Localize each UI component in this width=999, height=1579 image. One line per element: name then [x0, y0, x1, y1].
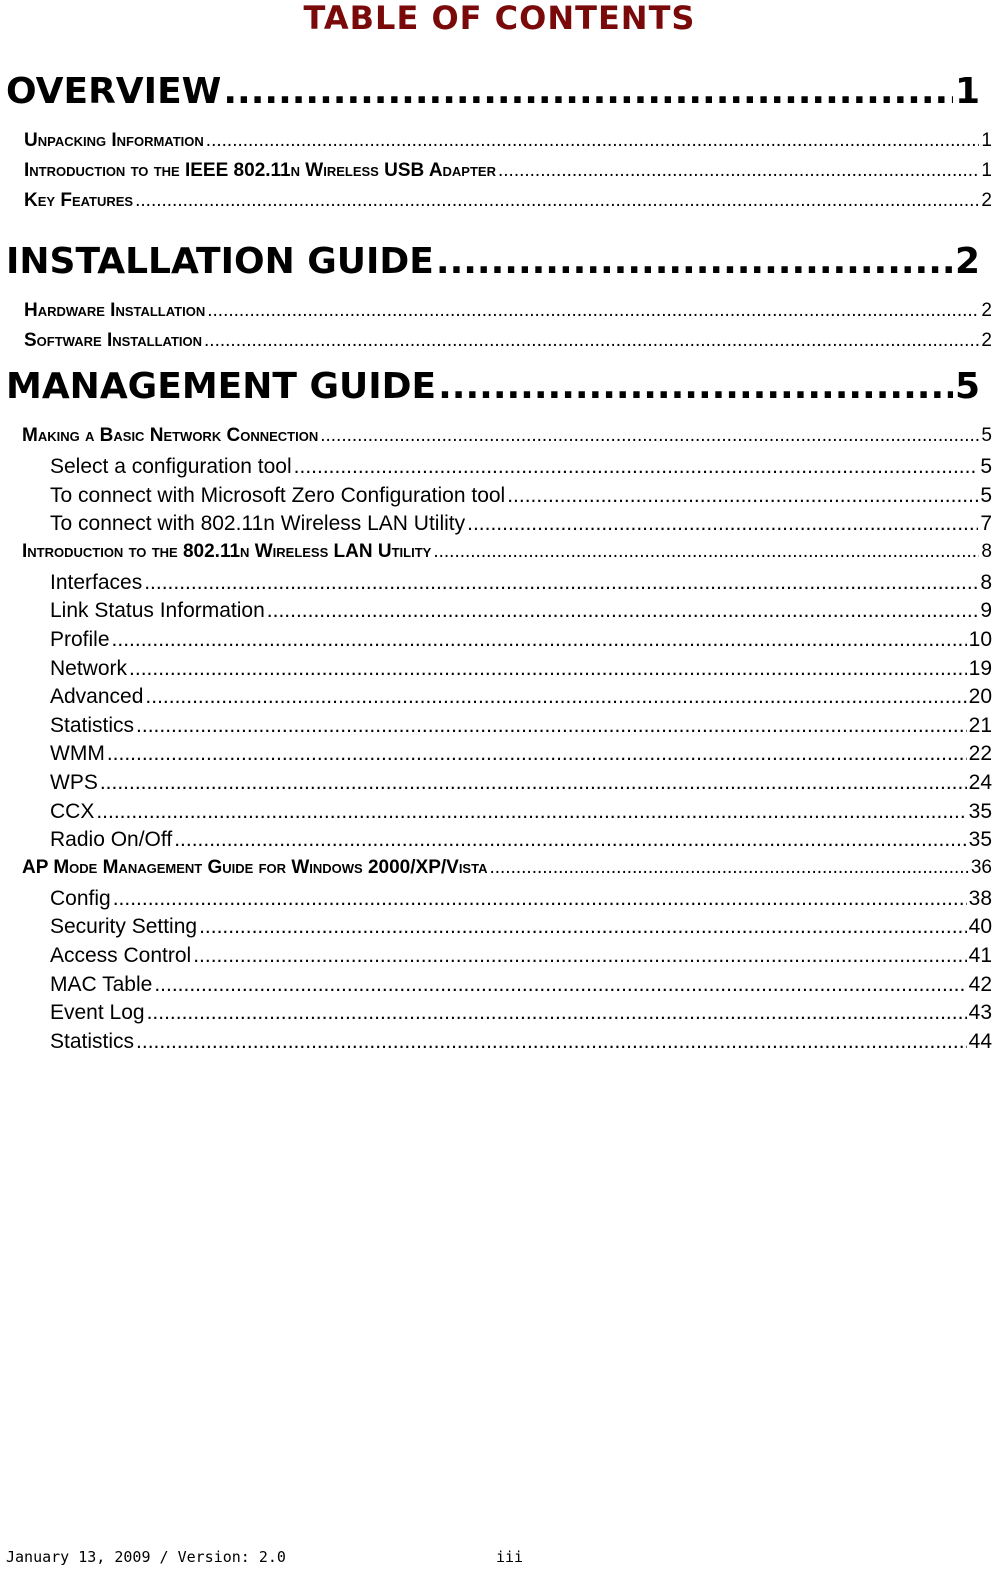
dot-leader [96, 798, 966, 826]
toc-page-number: 36 [970, 856, 992, 878]
toc-page-number: 42 [968, 972, 992, 996]
toc-subentry[interactable] [50, 826, 992, 854]
toc-page-number: 41 [968, 944, 992, 967]
toc-entry-label: Software Installation [24, 330, 203, 351]
toc-page-number: 43 [968, 1001, 992, 1025]
toc-entry[interactable] [24, 328, 992, 354]
toc-page-number: 5 [981, 425, 992, 446]
toc-entry-label: Interfaces [50, 570, 143, 594]
toc-page-number: 5 [980, 483, 992, 507]
toc-entry[interactable] [22, 855, 992, 881]
toc-entry-label: Security Setting [50, 915, 198, 939]
toc-entry-label: To connect with Microsoft Zero Configuration tool [50, 483, 506, 507]
toc-page-number: 1 [981, 160, 992, 181]
footer-date-version: January 13, 2009 / Version: 2.0 [6, 1548, 286, 1566]
toc-subentry[interactable] [50, 510, 992, 538]
dot-leader [204, 328, 979, 354]
toc-entry-label: Select a configuration tool [50, 455, 292, 478]
toc-page-number: 10 [968, 628, 992, 651]
toc-entry[interactable] [24, 188, 992, 214]
toc-subentry[interactable] [50, 1028, 992, 1056]
toc-entry-label: Advanced [50, 685, 144, 709]
toc-subentry[interactable] [50, 769, 992, 797]
dot-leader [467, 510, 978, 538]
toc-entry-label: Link Status Information [50, 599, 265, 623]
dot-leader [223, 70, 953, 114]
page-title: TABLE OF CONTENTS [303, 0, 696, 37]
toc-entry-label: Unpacking Information [24, 130, 204, 151]
dot-leader [112, 626, 967, 654]
toc-entry-label: Statistics [50, 1029, 135, 1053]
toc-entry[interactable] [22, 423, 992, 449]
toc-entry[interactable] [22, 539, 992, 565]
toc-page-number: 2 [981, 330, 992, 351]
dot-leader [135, 188, 979, 214]
dot-leader [100, 769, 967, 797]
toc-page-number: 44 [968, 1029, 992, 1053]
toc-subentry[interactable] [50, 655, 992, 683]
toc-subentry[interactable] [50, 885, 992, 913]
toc-subentry[interactable] [50, 453, 992, 481]
toc-entry-label: MANAGEMENT GUIDE [6, 366, 437, 407]
dot-leader [489, 855, 968, 881]
toc-page-number: 22 [968, 742, 992, 766]
dot-leader [107, 740, 967, 768]
toc-page-number: 35 [968, 828, 992, 852]
toc-page-number: 9 [980, 599, 992, 623]
toc-entry-label: WMM [50, 742, 105, 766]
dot-leader [145, 683, 966, 711]
toc-subentry[interactable] [50, 597, 992, 625]
toc-entry-label: OVERVIEW [6, 71, 222, 112]
toc-page-number: 1 [981, 130, 992, 151]
toc-page-number: 2 [981, 190, 992, 211]
toc-page-number: 24 [968, 771, 992, 794]
dot-leader [144, 569, 978, 597]
toc-page-number: 5 [954, 366, 980, 407]
toc-entry-label: Access Control [50, 944, 192, 967]
toc-entry[interactable] [24, 298, 992, 324]
toc-entry-label: Introduction to the IEEE 802.11n Wireless USB Adapter [24, 160, 496, 181]
toc-subentry[interactable] [50, 712, 992, 740]
dot-leader [294, 453, 979, 481]
dot-leader [154, 971, 966, 999]
toc-subentry[interactable] [50, 482, 992, 510]
dot-leader [267, 597, 979, 625]
toc-page-number: 8 [980, 570, 992, 594]
dot-leader [199, 913, 967, 941]
toc-entry-label: Statistics [50, 713, 135, 737]
toc-entry-label: INSTALLATION GUIDE [6, 241, 434, 282]
toc-subentry[interactable] [50, 942, 992, 970]
toc-page-number: 20 [968, 685, 992, 709]
toc-entry-label: Network [50, 656, 128, 680]
toc-page-number: 35 [968, 799, 992, 823]
toc-entry-label: To connect with 802.11n Wireless LAN Utility [50, 512, 466, 536]
toc-subentry[interactable] [50, 740, 992, 768]
toc-page-number: 21 [968, 713, 992, 737]
dot-leader [206, 128, 980, 154]
dot-leader [136, 1028, 967, 1056]
toc-subentry[interactable] [50, 798, 992, 826]
toc-entry-label: Hardware Installation [24, 300, 206, 321]
toc-entry-label: Making a Basic Network Connection [22, 425, 319, 446]
toc-entry-label: AP Mode Management Guide for Windows 2000/XP/Vista [22, 856, 488, 878]
toc-subentry[interactable] [50, 683, 992, 711]
dot-leader [436, 240, 953, 284]
toc-page-number: 2 [954, 241, 980, 282]
dot-leader [507, 482, 978, 510]
footer-page-number: iii [496, 1548, 524, 1566]
toc-entry-label: Introduction to the 802.11n Wireless LAN Utility [22, 540, 432, 562]
dot-leader [193, 942, 966, 970]
toc-subentry[interactable] [50, 626, 992, 654]
dot-leader [136, 712, 967, 740]
toc-entry-label: Profile [50, 628, 110, 651]
toc-entry-label: MAC Table [50, 972, 153, 996]
toc-page-number: 19 [968, 656, 992, 680]
dot-leader [113, 885, 967, 913]
toc-entry-label: CCX [50, 799, 95, 823]
toc-entry-label: Key Features [24, 190, 134, 211]
toc-page-number: 5 [980, 455, 992, 478]
toc-entry-label: Radio On/Off [50, 828, 173, 852]
toc-subentry[interactable] [50, 971, 992, 999]
dot-leader [320, 423, 979, 449]
toc-subentry[interactable] [50, 569, 992, 597]
toc-subentry[interactable] [50, 999, 992, 1027]
toc-entry[interactable] [24, 128, 992, 154]
dot-leader [174, 826, 966, 854]
toc-entry[interactable] [24, 158, 992, 184]
toc-entry-label: WPS [50, 771, 98, 794]
toc-page-number: 2 [981, 300, 992, 321]
toc-subentry[interactable] [50, 913, 992, 941]
toc-entry-label: Config [50, 886, 111, 910]
dot-leader [129, 655, 967, 683]
page-footer [6, 1548, 524, 1566]
toc-section-heading[interactable] [6, 70, 980, 114]
toc-entry-label: Event Log [50, 1001, 145, 1025]
dot-leader [498, 158, 979, 184]
toc-page-number: 40 [968, 915, 992, 939]
toc-page-number: 7 [980, 512, 992, 536]
toc-page-number: 38 [968, 886, 992, 910]
toc-page-number: 1 [954, 71, 980, 112]
toc-section-heading[interactable] [6, 240, 980, 284]
dot-leader [147, 999, 967, 1027]
dot-leader [438, 365, 953, 409]
toc-page-number: 8 [981, 540, 992, 562]
dot-leader [207, 298, 979, 324]
dot-leader [433, 539, 979, 565]
toc-section-heading[interactable] [6, 365, 980, 409]
